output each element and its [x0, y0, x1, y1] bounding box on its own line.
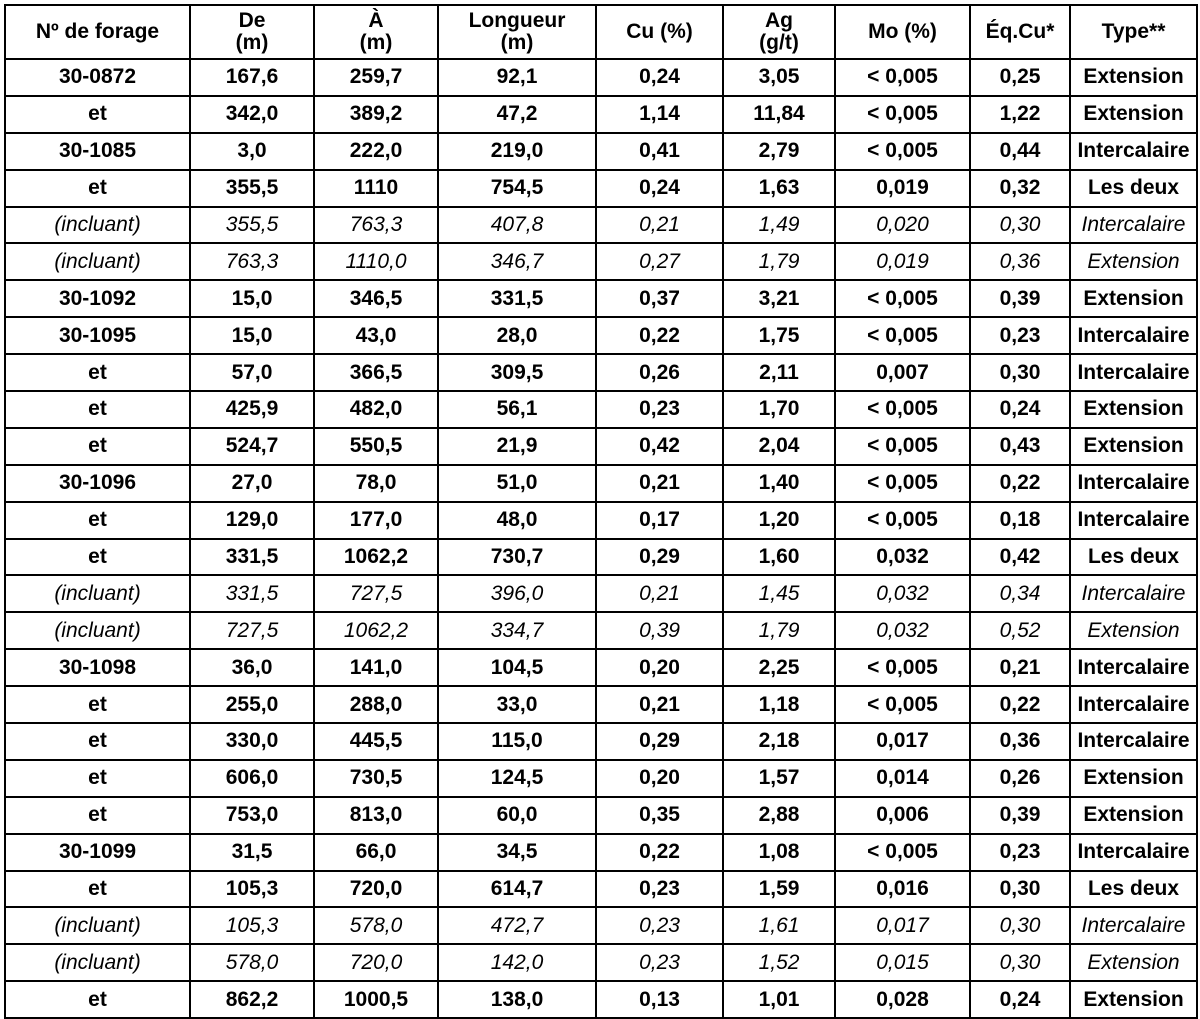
cell-cu-equivalent: 1,22	[970, 96, 1070, 133]
cell-length: 115,0	[438, 723, 596, 760]
cell-mo: 0,017	[835, 907, 970, 944]
cell-to: 813,0	[314, 797, 438, 834]
header-unit: (g/t)	[759, 31, 799, 54]
cell-from: 342,0	[190, 96, 314, 133]
cell-to: 222,0	[314, 133, 438, 170]
cell-drill-number: et	[5, 428, 190, 465]
cell-cu-equivalent: 0,21	[970, 649, 1070, 686]
cell-ag: 2,88	[723, 797, 835, 834]
cell-cu-equivalent: 0,18	[970, 502, 1070, 539]
cell-type: Les deux	[1070, 871, 1197, 908]
header-drill-number	[5, 5, 190, 59]
cell-type: Extension	[1070, 391, 1197, 428]
cell-ag: 2,11	[723, 354, 835, 391]
cell-type: Intercalaire	[1070, 502, 1197, 539]
cell-cu: 0,23	[596, 871, 723, 908]
cell-mo: < 0,005	[835, 428, 970, 465]
cell-cu-equivalent: 0,30	[970, 354, 1070, 391]
cell-cu-equivalent: 0,43	[970, 428, 1070, 465]
cell-ag: 1,20	[723, 502, 835, 539]
table-row	[5, 465, 1197, 502]
header-label: Longueur	[468, 9, 566, 32]
cell-from: 105,3	[190, 871, 314, 908]
header-label: Type**	[1101, 20, 1166, 43]
header-cu-equivalent	[970, 5, 1070, 59]
cell-drill-number: (incluant)	[5, 907, 190, 944]
cell-drill-number: 30-1096	[5, 465, 190, 502]
cell-to: 1062,2	[314, 612, 438, 649]
cell-from: 167,6	[190, 59, 314, 96]
cell-drill-number: (incluant)	[5, 575, 190, 612]
cell-cu-equivalent: 0,34	[970, 575, 1070, 612]
cell-cu: 0,20	[596, 649, 723, 686]
table-row	[5, 539, 1197, 576]
cell-from: 57,0	[190, 354, 314, 391]
cell-to: 482,0	[314, 391, 438, 428]
cell-drill-number: et	[5, 354, 190, 391]
cell-drill-number: et	[5, 502, 190, 539]
cell-ag: 1,08	[723, 834, 835, 871]
cell-to: 288,0	[314, 686, 438, 723]
results-table-container	[4, 4, 1198, 1019]
cell-mo: < 0,005	[835, 391, 970, 428]
cell-length: 21,9	[438, 428, 596, 465]
table-row	[5, 96, 1197, 133]
header-label: Éq.Cu*	[985, 20, 1055, 43]
cell-to: 578,0	[314, 907, 438, 944]
cell-from: 331,5	[190, 575, 314, 612]
cell-from: 355,5	[190, 207, 314, 244]
table-row	[5, 575, 1197, 612]
cell-mo: 0,006	[835, 797, 970, 834]
drill-results-table	[4, 4, 1198, 1019]
table-row	[5, 907, 1197, 944]
cell-ag: 1,61	[723, 907, 835, 944]
cell-cu: 0,17	[596, 502, 723, 539]
cell-to: 177,0	[314, 502, 438, 539]
cell-cu: 0,21	[596, 575, 723, 612]
cell-to: 763,3	[314, 207, 438, 244]
cell-mo: 0,014	[835, 760, 970, 797]
cell-length: 346,7	[438, 243, 596, 280]
table-row	[5, 391, 1197, 428]
cell-type: Intercalaire	[1070, 317, 1197, 354]
cell-ag: 2,18	[723, 723, 835, 760]
cell-cu: 0,22	[596, 834, 723, 871]
cell-mo: < 0,005	[835, 502, 970, 539]
cell-mo: < 0,005	[835, 649, 970, 686]
cell-to: 366,5	[314, 354, 438, 391]
cell-mo: < 0,005	[835, 59, 970, 96]
cell-from: 330,0	[190, 723, 314, 760]
cell-to: 66,0	[314, 834, 438, 871]
table-row	[5, 981, 1197, 1018]
cell-drill-number: et	[5, 760, 190, 797]
cell-drill-number: et	[5, 981, 190, 1018]
cell-ag: 1,60	[723, 539, 835, 576]
cell-from: 36,0	[190, 649, 314, 686]
cell-drill-number: et	[5, 723, 190, 760]
cell-drill-number: (incluant)	[5, 944, 190, 981]
cell-cu: 0,37	[596, 280, 723, 317]
cell-ag: 1,59	[723, 871, 835, 908]
header-from	[190, 5, 314, 59]
cell-length: 47,2	[438, 96, 596, 133]
cell-type: Les deux	[1070, 539, 1197, 576]
cell-length: 309,5	[438, 354, 596, 391]
table-row	[5, 944, 1197, 981]
cell-cu-equivalent: 0,30	[970, 944, 1070, 981]
cell-drill-number: et	[5, 391, 190, 428]
cell-drill-number: (incluant)	[5, 243, 190, 280]
cell-mo: 0,017	[835, 723, 970, 760]
cell-type: Intercalaire	[1070, 686, 1197, 723]
cell-to: 1110	[314, 170, 438, 207]
cell-mo: 0,028	[835, 981, 970, 1018]
cell-type: Extension	[1070, 797, 1197, 834]
cell-ag: 1,45	[723, 575, 835, 612]
cell-length: 124,5	[438, 760, 596, 797]
cell-from: 753,0	[190, 797, 314, 834]
cell-to: 259,7	[314, 59, 438, 96]
cell-cu: 1,14	[596, 96, 723, 133]
header-unit: (m)	[359, 31, 393, 54]
cell-to: 389,2	[314, 96, 438, 133]
cell-type: Extension	[1070, 612, 1197, 649]
cell-mo: 0,032	[835, 539, 970, 576]
cell-mo: 0,032	[835, 612, 970, 649]
cell-length: 28,0	[438, 317, 596, 354]
table-row	[5, 871, 1197, 908]
cell-to: 1000,5	[314, 981, 438, 1018]
cell-cu: 0,23	[596, 391, 723, 428]
header-length	[438, 5, 596, 59]
cell-ag: 11,84	[723, 96, 835, 133]
cell-cu-equivalent: 0,42	[970, 539, 1070, 576]
header-label: De	[238, 9, 266, 32]
cell-to: 727,5	[314, 575, 438, 612]
cell-mo: < 0,005	[835, 834, 970, 871]
table-row	[5, 207, 1197, 244]
header-unit: (m)	[235, 31, 269, 54]
cell-cu-equivalent: 0,30	[970, 207, 1070, 244]
cell-mo: 0,015	[835, 944, 970, 981]
cell-cu-equivalent: 0,36	[970, 723, 1070, 760]
cell-type: Extension	[1070, 59, 1197, 96]
cell-type: Extension	[1070, 428, 1197, 465]
cell-from: 105,3	[190, 907, 314, 944]
cell-ag: 1,79	[723, 243, 835, 280]
cell-ag: 1,49	[723, 207, 835, 244]
cell-from: 355,5	[190, 170, 314, 207]
cell-drill-number: et	[5, 797, 190, 834]
cell-length: 219,0	[438, 133, 596, 170]
cell-ag: 2,25	[723, 649, 835, 686]
cell-cu: 0,39	[596, 612, 723, 649]
cell-cu-equivalent: 0,30	[970, 907, 1070, 944]
cell-length: 730,7	[438, 539, 596, 576]
cell-cu-equivalent: 0,22	[970, 686, 1070, 723]
cell-length: 407,8	[438, 207, 596, 244]
cell-length: 472,7	[438, 907, 596, 944]
cell-length: 48,0	[438, 502, 596, 539]
cell-ag: 3,21	[723, 280, 835, 317]
cell-from: 3,0	[190, 133, 314, 170]
cell-type: Extension	[1070, 96, 1197, 133]
cell-mo: 0,007	[835, 354, 970, 391]
cell-to: 1110,0	[314, 243, 438, 280]
cell-mo: 0,016	[835, 871, 970, 908]
cell-type: Extension	[1070, 280, 1197, 317]
table-row	[5, 834, 1197, 871]
cell-drill-number: 30-1085	[5, 133, 190, 170]
cell-cu-equivalent: 0,23	[970, 317, 1070, 354]
cell-cu-equivalent: 0,26	[970, 760, 1070, 797]
cell-mo: < 0,005	[835, 133, 970, 170]
cell-ag: 1,63	[723, 170, 835, 207]
cell-cu: 0,26	[596, 354, 723, 391]
cell-ag: 1,57	[723, 760, 835, 797]
cell-cu: 0,23	[596, 907, 723, 944]
cell-from: 606,0	[190, 760, 314, 797]
cell-cu-equivalent: 0,44	[970, 133, 1070, 170]
cell-from: 763,3	[190, 243, 314, 280]
cell-drill-number: et	[5, 871, 190, 908]
cell-mo: < 0,005	[835, 280, 970, 317]
cell-type: Intercalaire	[1070, 649, 1197, 686]
cell-ag: 1,01	[723, 981, 835, 1018]
cell-type: Intercalaire	[1070, 133, 1197, 170]
table-row	[5, 723, 1197, 760]
cell-length: 56,1	[438, 391, 596, 428]
cell-cu: 0,21	[596, 207, 723, 244]
cell-cu: 0,41	[596, 133, 723, 170]
header-label: À	[368, 9, 384, 32]
header-label: Mo (%)	[868, 20, 937, 43]
cell-length: 142,0	[438, 944, 596, 981]
cell-mo: 0,019	[835, 170, 970, 207]
table-row	[5, 317, 1197, 354]
cell-mo: < 0,005	[835, 465, 970, 502]
cell-type: Intercalaire	[1070, 207, 1197, 244]
cell-cu-equivalent: 0,39	[970, 797, 1070, 834]
table-body	[5, 59, 1197, 1018]
cell-length: 51,0	[438, 465, 596, 502]
cell-cu-equivalent: 0,52	[970, 612, 1070, 649]
cell-drill-number: (incluant)	[5, 207, 190, 244]
cell-cu: 0,23	[596, 944, 723, 981]
cell-from: 862,2	[190, 981, 314, 1018]
cell-length: 34,5	[438, 834, 596, 871]
cell-drill-number: et	[5, 686, 190, 723]
cell-cu-equivalent: 0,32	[970, 170, 1070, 207]
header-label: Ag	[765, 9, 793, 32]
cell-length: 334,7	[438, 612, 596, 649]
table-row	[5, 354, 1197, 391]
table-row	[5, 280, 1197, 317]
cell-cu: 0,22	[596, 317, 723, 354]
cell-to: 346,5	[314, 280, 438, 317]
table-row	[5, 59, 1197, 96]
cell-to: 43,0	[314, 317, 438, 354]
table-row	[5, 797, 1197, 834]
cell-length: 396,0	[438, 575, 596, 612]
cell-cu-equivalent: 0,39	[970, 280, 1070, 317]
cell-ag: 1,40	[723, 465, 835, 502]
cell-to: 78,0	[314, 465, 438, 502]
cell-cu: 0,27	[596, 243, 723, 280]
cell-type: Extension	[1070, 760, 1197, 797]
cell-cu: 0,29	[596, 723, 723, 760]
header-label: Nº de forage	[35, 20, 160, 43]
cell-drill-number: (incluant)	[5, 612, 190, 649]
header-label: Cu (%)	[626, 20, 693, 43]
cell-from: 27,0	[190, 465, 314, 502]
cell-cu: 0,29	[596, 539, 723, 576]
cell-ag: 1,52	[723, 944, 835, 981]
cell-length: 331,5	[438, 280, 596, 317]
table-row	[5, 170, 1197, 207]
cell-cu-equivalent: 0,24	[970, 391, 1070, 428]
table-row	[5, 428, 1197, 465]
cell-from: 15,0	[190, 280, 314, 317]
cell-drill-number: 30-1092	[5, 280, 190, 317]
cell-ag: 2,79	[723, 133, 835, 170]
cell-mo: < 0,005	[835, 317, 970, 354]
cell-cu: 0,24	[596, 170, 723, 207]
cell-to: 1062,2	[314, 539, 438, 576]
cell-cu: 0,13	[596, 981, 723, 1018]
cell-length: 92,1	[438, 59, 596, 96]
cell-length: 33,0	[438, 686, 596, 723]
cell-ag: 1,18	[723, 686, 835, 723]
cell-length: 614,7	[438, 871, 596, 908]
table-header-row	[5, 5, 1197, 59]
cell-ag: 3,05	[723, 59, 835, 96]
cell-type: Intercalaire	[1070, 907, 1197, 944]
cell-length: 104,5	[438, 649, 596, 686]
cell-from: 331,5	[190, 539, 314, 576]
cell-cu: 0,20	[596, 760, 723, 797]
table-row	[5, 649, 1197, 686]
cell-type: Intercalaire	[1070, 723, 1197, 760]
cell-drill-number: 30-1095	[5, 317, 190, 354]
table-row	[5, 686, 1197, 723]
cell-cu-equivalent: 0,22	[970, 465, 1070, 502]
cell-from: 31,5	[190, 834, 314, 871]
cell-drill-number: et	[5, 170, 190, 207]
cell-cu-equivalent: 0,24	[970, 981, 1070, 1018]
header-cu	[596, 5, 723, 59]
cell-type: Extension	[1070, 243, 1197, 280]
cell-from: 15,0	[190, 317, 314, 354]
cell-ag: 1,70	[723, 391, 835, 428]
header-ag	[723, 5, 835, 59]
cell-to: 550,5	[314, 428, 438, 465]
cell-cu: 0,35	[596, 797, 723, 834]
header-type	[1070, 5, 1197, 59]
cell-from: 425,9	[190, 391, 314, 428]
cell-type: Les deux	[1070, 170, 1197, 207]
cell-length: 138,0	[438, 981, 596, 1018]
cell-length: 60,0	[438, 797, 596, 834]
cell-to: 141,0	[314, 649, 438, 686]
cell-drill-number: et	[5, 96, 190, 133]
cell-to: 445,5	[314, 723, 438, 760]
cell-mo: 0,019	[835, 243, 970, 280]
cell-to: 720,0	[314, 871, 438, 908]
cell-mo: < 0,005	[835, 96, 970, 133]
header-mo	[835, 5, 970, 59]
cell-cu-equivalent: 0,23	[970, 834, 1070, 871]
cell-ag: 2,04	[723, 428, 835, 465]
cell-cu-equivalent: 0,25	[970, 59, 1070, 96]
cell-drill-number: 30-1098	[5, 649, 190, 686]
header-to	[314, 5, 438, 59]
cell-from: 524,7	[190, 428, 314, 465]
cell-cu: 0,42	[596, 428, 723, 465]
cell-ag: 1,79	[723, 612, 835, 649]
cell-type: Intercalaire	[1070, 575, 1197, 612]
cell-to: 720,0	[314, 944, 438, 981]
table-row	[5, 760, 1197, 797]
cell-drill-number: 30-1099	[5, 834, 190, 871]
table-row	[5, 502, 1197, 539]
cell-cu: 0,21	[596, 465, 723, 502]
cell-from: 578,0	[190, 944, 314, 981]
cell-cu-equivalent: 0,30	[970, 871, 1070, 908]
table-row	[5, 243, 1197, 280]
cell-type: Extension	[1070, 981, 1197, 1018]
cell-ag: 1,75	[723, 317, 835, 354]
cell-cu-equivalent: 0,36	[970, 243, 1070, 280]
cell-type: Intercalaire	[1070, 465, 1197, 502]
cell-mo: < 0,005	[835, 686, 970, 723]
cell-drill-number: 30-0872	[5, 59, 190, 96]
cell-type: Intercalaire	[1070, 354, 1197, 391]
cell-to: 730,5	[314, 760, 438, 797]
table-row	[5, 133, 1197, 170]
cell-type: Intercalaire	[1070, 834, 1197, 871]
cell-mo: 0,020	[835, 207, 970, 244]
cell-length: 754,5	[438, 170, 596, 207]
cell-from: 727,5	[190, 612, 314, 649]
cell-cu: 0,24	[596, 59, 723, 96]
table-row	[5, 612, 1197, 649]
cell-type: Extension	[1070, 944, 1197, 981]
cell-from: 255,0	[190, 686, 314, 723]
cell-mo: 0,032	[835, 575, 970, 612]
cell-from: 129,0	[190, 502, 314, 539]
cell-cu: 0,21	[596, 686, 723, 723]
header-unit: (m)	[500, 31, 534, 54]
cell-drill-number: et	[5, 539, 190, 576]
